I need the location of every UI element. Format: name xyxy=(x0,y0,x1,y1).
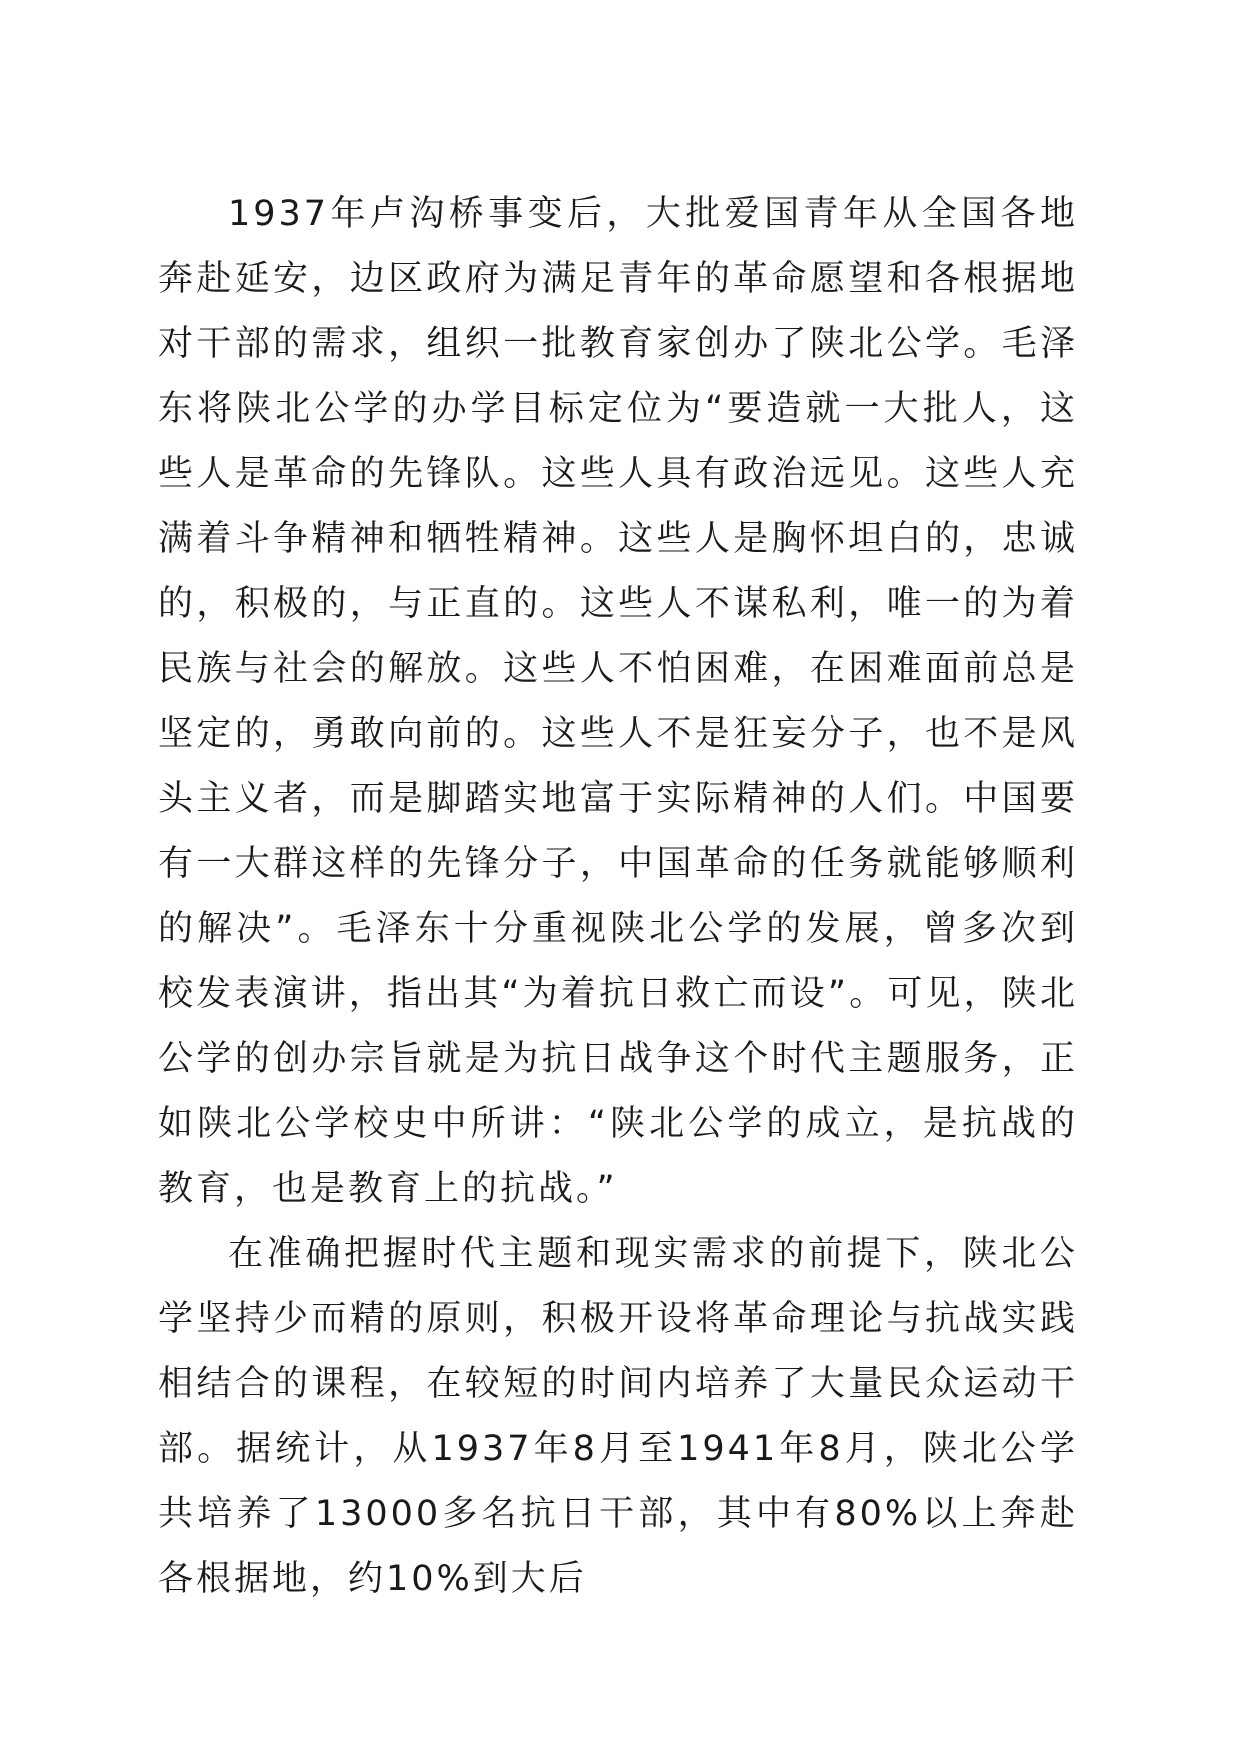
body-paragraph-2: 在准确把握时代主题和现实需求的前提下，陕北公学坚持少而精的原则，积极开设将革命理论与抗战实践相结合的课程，在较短的时间内培养了大量民众运动干部。据统计，从1937年8月至1941年8月，陕北公学共培养了13000多名抗日干部，其中有80%以上奔赴各根据地，约10%到大后 xyxy=(158,1234,1078,1599)
body-paragraph-1: 1937年卢沟桥事变后，大批爱国青年从全国各地奔赴延安，边区政府为满足青年的革命愿望和各根据地对干部的需求，组织一批教育家创办了陕北公学。毛泽东将陕北公学的办学目标定位为“要造就一大批人，这些人是革命的先锋队。这些人具有政治远见。这些人充满着斗争精神和牺牲精神。这些人是胸怀坦白的，忠诚的，积极的，与正直的。这些人不谋私利，唯一的为着民族与社会的解放。这些人不怕困难，在困难面前总是坚定的，勇敢向前的。这些人不是狂妄分子，也不是风头主义者，而是脚踏实地富于实际精神的人们。中国要有一大群这样的先锋分子，中国革命的任务就能够顺利的解决”。毛泽东十分重视陕北公学的发展，曾多次到校发表演讲，指出其“为着抗日救亡而设”。可见，陕北公学的创办宗旨就是为抗日战争这个时代主题服务，正如陕北公学校史中所讲：“陕北公学的成立，是抗战的教育，也是教育上的抗战。” xyxy=(158,194,1078,1209)
